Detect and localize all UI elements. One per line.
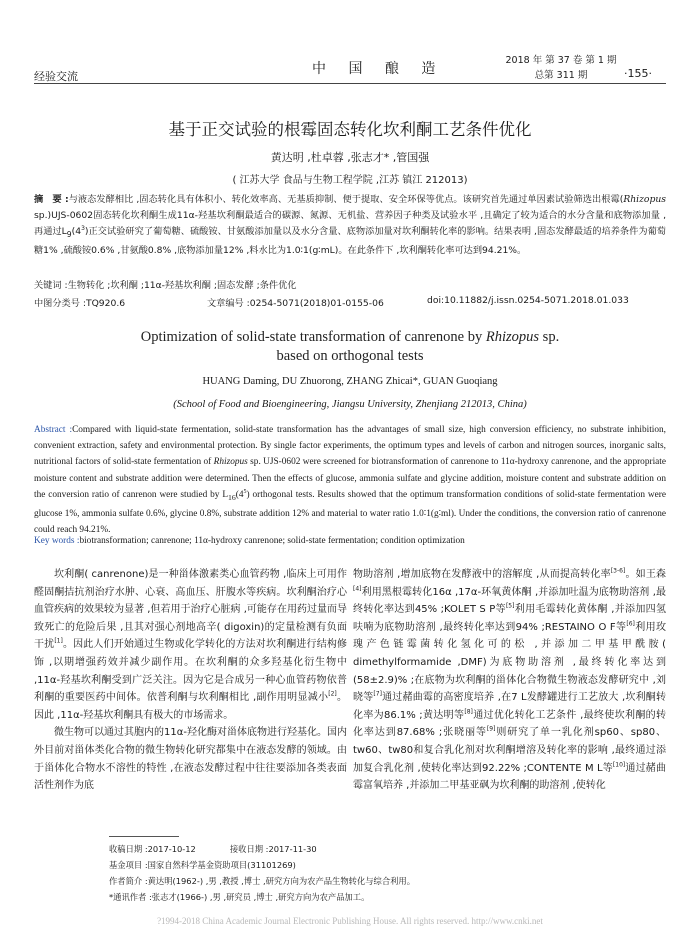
- abstract-zh-label: 摘 要 :: [34, 194, 69, 205]
- paragraph: 坎利酮( canrenone)是一种甾体激素类心血管药物 ,临床上可用作醛固酮拮抗剂治疗水肿、心衰、高血压、肝腹水等疾病。坎利酮治疗心血管疾病的效果较为显著 ,但若用于治疗心脏病 ,可能存在用药过量而导致死亡的危险后果 ,且其对强心剂地高辛( digoxin)的定量检测有负面干扰[1]。因此人们开始通过生物或化学转化的方法对坎利酮进行结构修饰 ,以期增强药效并减少副作用。在坎利酮的众多羟基化衍生物中 ,11α-羟基坎利酮受到广泛关注。因为它是合成另一种心血管药物依普利酮的重要医药中间体。依普利酮与坎利酮相比 ,副作用明显减小[2]。因此 ,11α-羟基坎利酮具有极大的市场需求。: [34, 569, 348, 721]
- issue-info: [486, 53, 636, 83]
- paragraph: 物助溶剂 ,增加底物在发酵液中的溶解度 ,从而提高转化率[3-6]。如王森[4]利用黑根霉转化16α ,17α-环氧黄体酮 ,并添加吐温为底物助溶剂 ,最终转化率达到45% ;KOLET S P等[5]利用毛霉转化黄体酮 ,并添加四氢呋喃为底物助溶剂 ,最终转化率达到94% ;RESTAINO O F等[6]利用玫瑰产色链霉菌转化氢化可的松 ,并添加二甲基甲酰胺( dimethylformamide ,DMF)为底物助溶剂 ,最终转化率达到(58±2.9)% ;在底物为坎利酮的甾体化合物微生物液态发酵研究中 ,刘晓等[7]通过赭曲霉的高密度培养 ,在7 L发酵罐进行工艺放大 ,坎利酮转化率为86.1% ;黄达明等[8]通过优化转化工艺条件 ,最终使坎利酮的转化率达到87.68% ;张晓丽等[9]则研究了单一乳化剂sp60、sp80、tw60、tw80和复合乳化剂对坎利酮增溶及转化率的影响 ,最终通过添加复合乳化剂 ,使转化率达到92.22% ;CONTENTE M L等[10]通过赭曲霉富氧培养 ,并添加二甲基亚砜为坎利酮的助溶剂 ,使转化: [353, 567, 667, 792]
- footnote-rule: [109, 836, 179, 837]
- affiliation-en: (School of Food and Bioengineering, Jiangsu University, Zhenjiang 212013, China): [173, 399, 527, 410]
- column-label: 经验交流: [34, 70, 78, 83]
- footnote-corresponding: *通讯作者 :张志才(1966-) ,男 ,研究员 ,博士 ,研究方向为农产品加工。: [109, 892, 370, 902]
- species-name: Rhizopus: [623, 194, 666, 205]
- footnote-dates: 收稿日期 :2017-10-12 接收日期 :2017-11-30: [109, 844, 317, 854]
- page-number: ·155·: [624, 67, 652, 80]
- abstract-zh: 摘 要 :与液态发酵相比 ,固态转化具有体积小、转化效率高、无基质抑制、便于提取、安全环保等优点。该研究首先通过单因素试验筛选出根霉(Rhizopus sp.)UJS-0602固态转化坎利酮生成11α-羟基坎利酮最适合的碳源、氮源、无机盐、营养因子种类及试验水平 ,且确定了较为适合的水分含量和底物添加量 ,再通过$L_9(4^3)$正交试验研究了葡萄糖、硫酸铵、甘氨酸添加量以及水分含量、底物添加量对坎利酮转化率的影响。结果表明 ,固态发酵最适的培养条件为葡萄糖1% ,硫酸铵0.6% ,甘氨酸0.8% ,底物添加量12% ,料水比为1.0∶1(g∶mL)。在此条件下 ,坎利酮转化率可达到94.21%。: [34, 194, 666, 256]
- citation: [2]: [328, 690, 337, 698]
- copyright-footer: ?1994-2018 China Academic Journal Electronic Publishing House. All rights reserved. http://www.cnki.net: [157, 916, 543, 926]
- body-column-right: [353, 566, 666, 795]
- issue-total: 总第 311 期: [534, 70, 588, 81]
- body-column-left: [34, 566, 347, 795]
- paragraph: 微生物可以通过其胞内的11α-羟化酶对甾体底物进行羟基化。国内外目前对甾体类化合物的微生物转化研究都集中在液态发酵的领域。由于甾体化合物水不溶性的特性 ,在液态发酵过程中往往要添加各类表面活性剂作为底: [34, 727, 347, 792]
- citation: [3-6]: [610, 567, 626, 575]
- doi: doi:10.11882/j.issn.0254-5071.2018.01.033: [427, 295, 629, 306]
- authors-zh: 黄达明 ,杜卓蓉 ,张志才* ,管国强: [270, 151, 430, 164]
- issue-volume: 2018 年 第 37 卷 第 1 期: [505, 55, 617, 66]
- title-en: Optimization of solid-state transformation of canrenone by Rhizopus sp. based on orthogonal tests: [140, 329, 560, 364]
- citation: [10]: [612, 761, 626, 769]
- title-zh: 基于正交试验的根霉固态转化坎利酮工艺条件优化: [168, 120, 532, 139]
- footnote-author: 作者简介 :黄达明(1962-) ,男 ,教授 ,博士 ,研究方向为农产品生物转化与综合利用。: [109, 876, 416, 886]
- citation: [4]: [353, 585, 362, 593]
- authors-en: HUANG Daming, DU Zhuorong, ZHANG Zhicai*, GUAN Guoqiang: [202, 376, 498, 387]
- abstract-en-label: Abstract :: [34, 425, 73, 435]
- citation: [5]: [505, 602, 515, 610]
- classification-number: 中图分类号 :TQ920.6: [34, 298, 126, 309]
- header-rule: [34, 83, 666, 84]
- citation: [9]: [486, 726, 496, 734]
- footnote-fund: 基金项目 :国家自然科学基金资助项目(31101269): [109, 860, 296, 870]
- citation: [8]: [464, 708, 473, 716]
- document-id: 文章编号 :0254-5071(2018)01-0155-06: [207, 298, 384, 309]
- keywords-en: Key words :biotransformation; canrenone; 11α-hydroxy canrenone; solid-state fermentation; condition optimization: [34, 536, 465, 546]
- abstract-en: Abstract :Compared with liquid-state fermentation, solid-state transformation has the advantages of small size, high conversion efficiency, no substrate inhibition, convenient extraction, safety and environmental protection. By single factor experiments, the optimum types and levels of carbon and nitrogen sources, inorganic salts, nutritional factors of solid-state fermentation of Rhizopus sp. UJS-0602 were screened for biotransformation of canrenone to 11α-hydroxy canrenone, and the appropriate moisture content and substrate addition were determined. Then the effects of glucose, ammonia sulfate and glycine addition, moisture content and substrate addition on the conversion ratio of canrenon were studied by $L_{16}(4^5)$ orthogonal tests. Results showed that the optimum transformation conditions of solid-state fermentation were glucose 1%, ammonia sulfate 0.6%, glycine 0.8%, substrate addition 12% and material to water ratio 1.0∶1(g∶ml). Under the conditions, the conversion ratio of canrenone could reach 94.21%.: [34, 425, 667, 536]
- journal-name: 中 国 酿 造: [312, 61, 445, 77]
- keywords-zh: 关键词 :生物转化 ;坎利酮 ;11α-羟基坎利酮 ;固态发酵 ;条件优化: [34, 280, 297, 291]
- affiliation-zh: ( 江苏大学 食品与生物工程学院 ,江苏 镇江 212013): [232, 175, 468, 186]
- citation: [7]: [373, 690, 382, 698]
- citation: [1]: [54, 638, 63, 646]
- citation: [6]: [626, 620, 635, 628]
